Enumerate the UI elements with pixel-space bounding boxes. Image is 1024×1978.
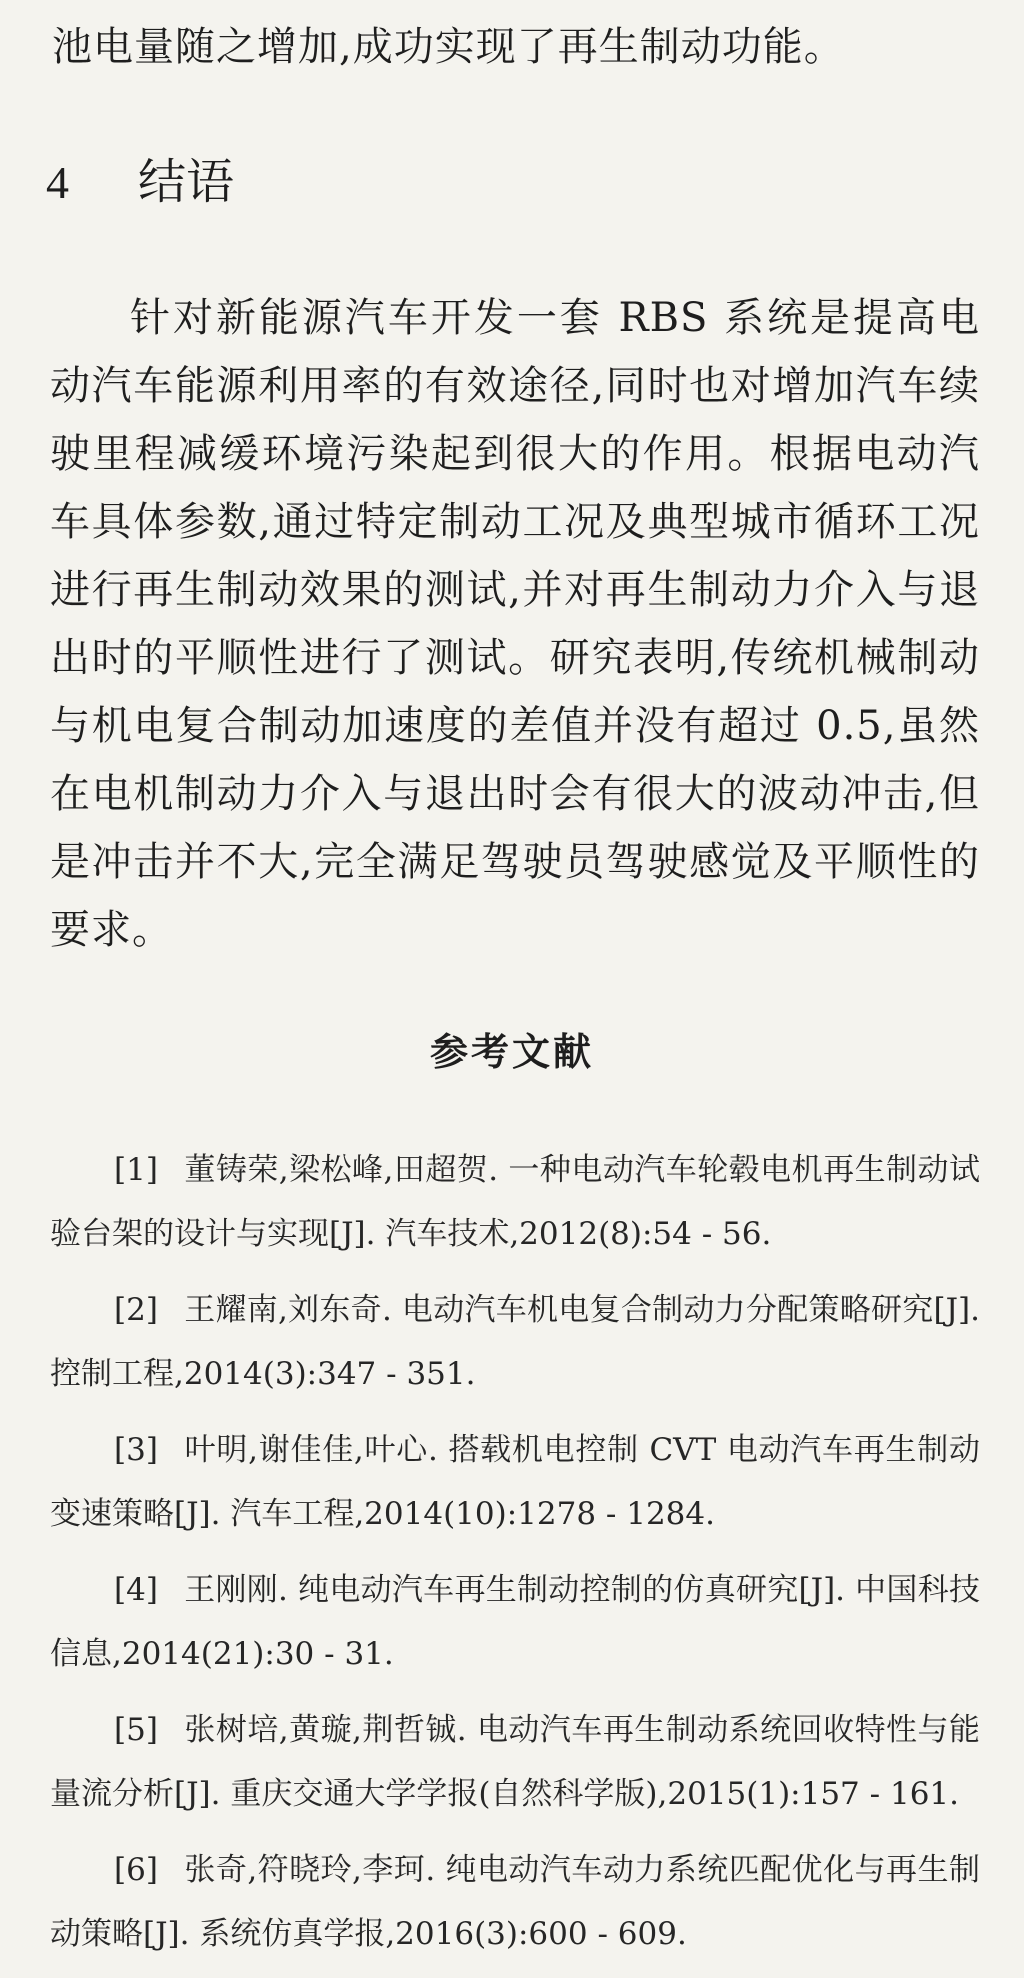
reference-item bbox=[50, 1698, 980, 1826]
reference-number: [2] bbox=[114, 1292, 158, 1328]
reference-text: 张树培,黄璇,荆哲铖. 电动汽车再生制动系统回收特性与能量流分析[J]. 重庆交通大学学报(自然科学版),2015(1):157 - 161. bbox=[50, 1712, 980, 1812]
reference-item bbox=[50, 1138, 980, 1266]
section-title: 结语 bbox=[138, 154, 235, 210]
reference-item bbox=[50, 1278, 980, 1406]
reference-text: 叶明,谢佳佳,叶心. 搭载机电控制 CVT 电动汽车再生制动变速策略[J]. 汽车工程,2014(10):1278 - 1284. bbox=[50, 1432, 980, 1532]
reference-item bbox=[50, 1558, 980, 1686]
reference-number: [1] bbox=[114, 1152, 158, 1188]
reference-number: [6] bbox=[114, 1852, 158, 1888]
reference-text: 王耀南,刘东奇. 电动汽车机电复合制动力分配策略研究[J]. 控制工程,2014(3):347 - 351. bbox=[50, 1292, 980, 1392]
section-number: 4 bbox=[46, 157, 69, 208]
conclusion-paragraph: 针对新能源汽车开发一套 RBS 系统是提高电动汽车能源利用率的有效途径,同时也对增加汽车续驶里程减缓环境污染起到很大的作用。根据电动汽车具体参数,通过特定制动工况及典型城市循环工况进行再生制动效果的测试,并对再生制动力介入与退出时的平顺性进行了测试。研究表明,传统机械制动与机电复合制动加速度的差值并没有超过 0.5,虽然在电机制动力介入与退出时会有很大的波动冲击,但是冲击并不大,完全满足驾驶员驾驶感觉及平顺性的要求。 bbox=[50, 295, 980, 953]
reference-list bbox=[50, 1138, 980, 1978]
references-heading: 参考文献 bbox=[429, 1030, 594, 1074]
reference-text: 董铸荣,梁松峰,田超贺. 一种电动汽车轮毂电机再生制动试验台架的设计与实现[J]. 汽车技术,2012(8):54 - 56. bbox=[50, 1152, 980, 1252]
reference-number: [5] bbox=[114, 1712, 158, 1748]
reference-number: [3] bbox=[114, 1432, 158, 1468]
reference-item bbox=[50, 1418, 980, 1546]
reference-text: 王刚刚. 纯电动汽车再生制动控制的仿真研究[J]. 中国科技信息,2014(21):30 - 31. bbox=[50, 1572, 980, 1672]
section-heading bbox=[46, 150, 234, 215]
reference-item bbox=[50, 1838, 980, 1966]
reference-text: 张奇,符晓玲,李珂. 纯电动汽车动力系统匹配优化与再生制动策略[J]. 系统仿真学报,2016(3):600 - 609. bbox=[50, 1852, 980, 1952]
reference-number: [4] bbox=[114, 1572, 158, 1608]
paragraph-continuation: 池电量随之增加,成功实现了再生制动功能。 bbox=[52, 24, 845, 70]
